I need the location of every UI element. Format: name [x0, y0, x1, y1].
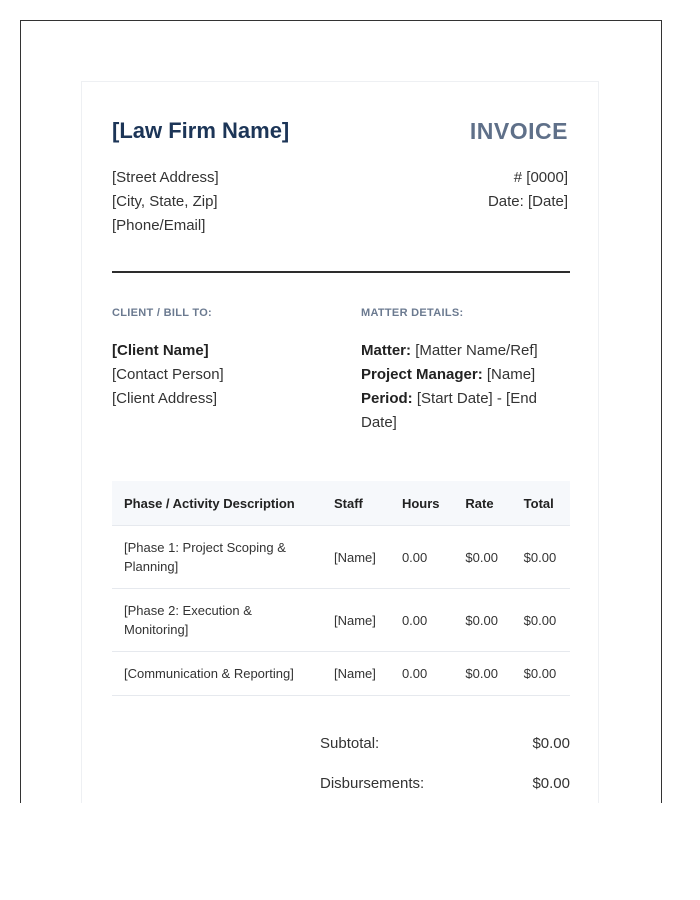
activity-table	[112, 481, 570, 696]
firm-address	[112, 166, 219, 238]
disbursements-label: Disbursements:	[320, 775, 425, 792]
period-line	[361, 387, 571, 435]
client-address: [Client Address]	[112, 390, 218, 407]
matter-heading: MATTER DETAILS:	[361, 307, 464, 319]
document-frame	[20, 20, 662, 803]
disbursements-row	[320, 775, 570, 803]
row-rate: $0.00	[453, 526, 511, 589]
col-header-staff: Staff	[322, 481, 390, 526]
header-divider	[112, 271, 570, 273]
firm-city: [City, State, Zip]	[112, 193, 218, 210]
totals-block	[320, 735, 570, 803]
row-staff: [Name]	[322, 652, 390, 696]
period-label: Period:	[361, 390, 413, 407]
period-value: [Start Date] - [End Date]	[361, 390, 537, 431]
invoice-title: INVOICE	[469, 118, 568, 144]
client-contact: [Contact Person]	[112, 366, 224, 383]
row-rate: $0.00	[453, 589, 511, 652]
col-header-hours: Hours	[390, 481, 453, 526]
col-header-description: Phase / Activity Description	[112, 481, 322, 526]
invoice-header	[112, 82, 568, 272]
matter-line	[361, 339, 571, 363]
table-header-row	[112, 481, 570, 526]
subtotal-row	[320, 735, 570, 775]
table-row	[112, 652, 570, 696]
pm-label: Project Manager:	[361, 366, 483, 383]
disbursements-value: $0.00	[532, 775, 570, 792]
row-hours: 0.00	[390, 652, 453, 696]
firm-name: [Law Firm Name]	[112, 118, 290, 143]
matter-value: [Matter Name/Ref]	[415, 342, 538, 359]
row-total: $0.00	[512, 652, 570, 696]
subtotal-label: Subtotal:	[320, 735, 380, 752]
table-row	[112, 526, 570, 589]
client-heading: CLIENT / BILL TO:	[112, 307, 213, 319]
pm-value: [Name]	[486, 366, 536, 383]
pm-line	[361, 363, 571, 387]
row-staff: [Name]	[322, 526, 390, 589]
subtotal-value: $0.00	[532, 735, 570, 752]
row-total: $0.00	[512, 589, 570, 652]
firm-street: [Street Address]	[112, 169, 219, 186]
row-staff: [Name]	[322, 589, 390, 652]
row-description: [Communication & Reporting]	[112, 652, 322, 696]
row-hours: 0.00	[390, 589, 453, 652]
col-header-total: Total	[512, 481, 570, 526]
col-header-rate: Rate	[453, 481, 511, 526]
row-total: $0.00	[512, 526, 570, 589]
row-rate: $0.00	[453, 652, 511, 696]
client-name: [Client Name]	[112, 342, 209, 359]
table-row	[112, 589, 570, 652]
firm-contact: [Phone/Email]	[112, 217, 206, 234]
invoice-meta	[488, 166, 568, 214]
matter-block	[361, 339, 571, 435]
invoice-number: # [0000]	[513, 169, 568, 186]
row-description: [Phase 2: Execution & Monitoring]	[112, 589, 322, 652]
invoice-date: Date: [Date]	[487, 193, 568, 210]
matter-label: Matter:	[361, 342, 412, 359]
row-description: [Phase 1: Project Scoping & Planning]	[112, 526, 322, 589]
row-hours: 0.00	[390, 526, 453, 589]
client-block	[112, 339, 332, 411]
